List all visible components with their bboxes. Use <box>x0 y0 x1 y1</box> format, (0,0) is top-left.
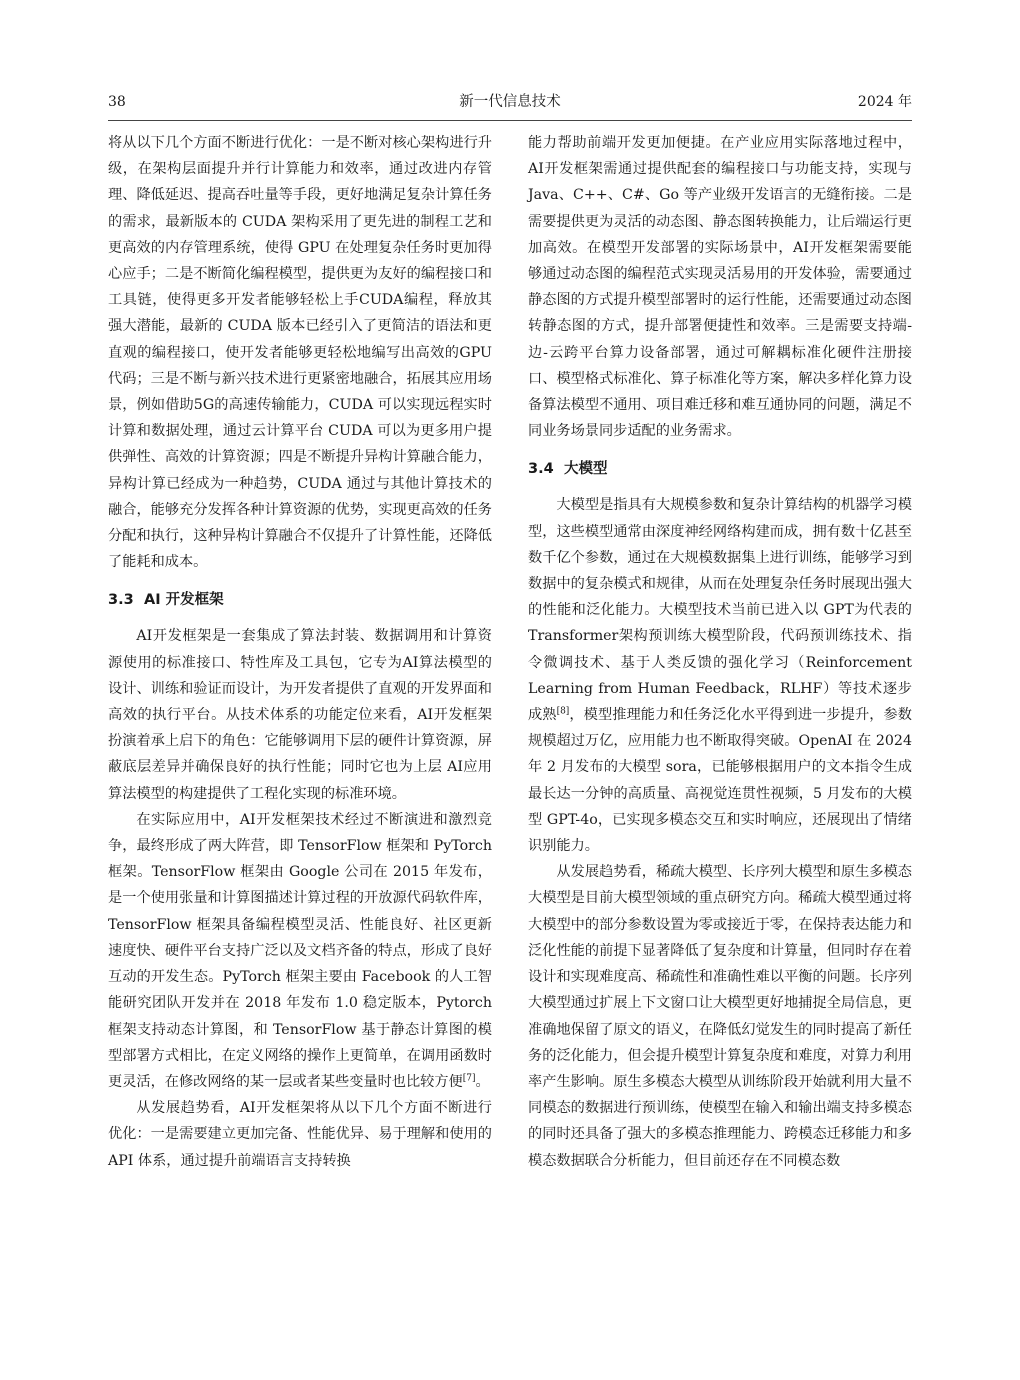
paragraph-text: 在实际应用中，AI开发框架技术经过不断演进和激烈竞争，最终形成了两大阵营，即 TensorFlow 框架和 PyTorch 框架。TensorFlow 框架由 Google 公司在 2015 年发布，是一个使用张量和计算图描述计算过程的开放源代码软件库，TensorFlow 框架具备编程模型灵活、性能良好、社区更新速度快、硬件平台支持广泛以及文档齐备的特点，形成了良好互动的开发生态。PyTorch 框架主要由 Facebook 的人工智能研究团队开发并在 2018 年发布 1.0 稳定版本，Pytorch 框架支持动态计算图，和 TensorFlow 基于静态计算图的模型部署方式相比，在定义网络的操作上更简单，在调用函数时更灵活，在修改网络的某一层或者某些变量时也比较方便 <box>108 811 492 1090</box>
publication-year: 2024 年 <box>857 94 912 110</box>
header-rule <box>108 120 912 121</box>
paragraph-large-model-definition <box>528 492 912 859</box>
right-column <box>528 130 912 1174</box>
left-column <box>108 130 492 1174</box>
paragraph-text: 大模型是指具有大规模参数和复杂计算结构的机器学习模型，这些模型通常由深度神经网络构建而成，拥有数十亿甚至数千亿个参数，通过在大规模数据集上进行训练，能够学习到数据中的复杂模式和规律，从而在处理复杂任务时展现出强大的性能和泛化能力。大模型技术当前已进入以 GPT为代表的 Transformer架构预训练大模型阶段，代码预训练技术、指令微调技术、基于人类反馈的强化学习（Reinforcement Learning from Human Feedback，RLHF）等技术逐步成熟 <box>528 497 912 724</box>
paragraph-cuda-optimization: 将从以下几个方面不断进行优化：一是不断对核心架构进行升级，在架构层面提升并行计算能力和效率，通过改进内存管理、降低延迟、提高吞吐量等手段，更好地满足复杂计算任务的需求，最新版本的 CUDA 架构采用了更先进的制程工艺和更高效的内存管理系统，使得 GPU 在处理复杂任务时更加得心应手；二是不断简化编程模型，提供更为友好的编程接口和工具链，使得更多开发者能够轻松上手CUDA编程，释放其强大潜能，最新的 CUDA 版本已经引入了更简洁的语法和更直观的编程接口，使开发者能够更轻松地编写出高效的GPU代码；三是不断与新兴技术进行更紧密地融合，拓展其应用场景，例如借助5G的高速传输能力，CUDA 可以实现远程实时计算和数据处理，通过云计算平台 CUDA 可以为更多用户提供弹性、高效的计算资源；四是不断提升异构计算融合能力，异构计算已经成为一种趋势，CUDA 通过与其他计算技术的融合，能够充分发挥各种计算资源的优势，实现更高效的任务分配和执行，这种异构计算融合不仅提升了计算性能，还降低了能耗和成本。 <box>108 135 492 571</box>
page-header <box>108 92 912 116</box>
section-number: 3.3 <box>108 592 134 609</box>
section-heading-3-4 <box>528 458 912 480</box>
section-heading-3-3 <box>108 589 492 611</box>
paragraph-ai-framework-trends: 从发展趋势看，AI开发框架将从以下几个方面不断进行优化：一是需要建立更加完备、性能优异、易于理解和使用的 API 体系，通过提升前端语言支持转换 <box>108 1100 492 1169</box>
citation-7: [7] <box>462 1073 476 1084</box>
journal-title: 新一代信息技术 <box>459 94 561 110</box>
page-number: 38 <box>108 94 126 110</box>
section-title: AI 开发框架 <box>144 592 224 609</box>
section-number: 3.4 <box>528 461 554 478</box>
paragraph-ai-framework-camps <box>108 807 492 1095</box>
paragraph-ai-framework-trends-cont: 能力帮助前端开发更加便捷。在产业应用实际落地过程中，AI开发框架需通过提供配套的编程接口与功能支持，实现与 Java、C++、C#、Go 等产业级开发语言的无缝衔接。二是需要提供更为灵活的动态图、静态图转换能力，让后端运行更加高效。在模型开发部署的实际场景中，AI开发框架需要能够通过动态图的编程范式实现灵活易用的开发体验，需要通过静态图的方式提升模型部署时的运行性能，还需要通过动态图转静态图的方式，提升部署便捷性和效率。三是需要支持端-边-云跨平台算力设备部署，通过可解耦标准化硬件注册接口、模型格式标准化、算子标准化等方案，解决多样化算力设备算法模型不通用、项目难迁移和难互通协同的问题，满足不同业务场景同步适配的业务需求。 <box>528 135 912 440</box>
paragraph-large-model-trends: 从发展趋势看，稀疏大模型、长序列大模型和原生多模态大模型是目前大模型领域的重点研究方向。稀疏大模型通过将大模型中的部分参数设置为零或接近于零，在保持表达能力和泛化性能的前提下显著降低了复杂度和计算量，但同时存在着设计和实现难度高、稀疏性和准确性难以平衡的问题。长序列大模型通过扩展上下文窗口让大模型更好地捕捉全局信息，更准确地保留了原文的语义，在降低幻觉发生的同时提高了新任务的泛化能力，但会提升模型计算复杂度和难度，对算力利用率产生影响。原生多模态大模型从训练阶段开始就利用大量不同模态的数据进行预训练，使模型在输入和输出端支持多模态的同时还具备了强大的多模态推理能力、跨模态迁移能力和多模态数据联合分析能力，但目前还存在不同模态数 <box>528 864 912 1169</box>
section-title: 大模型 <box>564 461 608 478</box>
paragraph-text-cont: ，模型推理能力和任务泛化水平得到进一步提升，参数规模超过万亿，应用能力也不断取得突破。OpenAI 在 2024 年 2 月发布的大模型 sora，已能够根据用户的文本指令生成最长达一分钟的高质量、高视觉连贯性视频，5 月发布的大模型 GPT-4o，已实现多模态交互和实时响应，还展现出了情绪识别能力。 <box>528 707 912 855</box>
paragraph-ai-framework-definition: AI开发框架是一套集成了算法封装、数据调用和计算资源使用的标准接口、特性库及工具包，它专为AI算法模型的设计、训练和验证而设计，为开发者提供了直观的开发界面和高效的执行平台。从技术体系的功能定位来看，AI开发框架扮演着承上启下的角色：它能够调用下层的硬件计算资源，屏蔽底层差异并确保良好的执行性能；同时它也为上层 AI应用算法模型的构建提供了工程化实现的标准环境。 <box>108 628 492 802</box>
paragraph-end: 。 <box>475 1073 490 1090</box>
citation-8: [8] <box>556 706 570 717</box>
